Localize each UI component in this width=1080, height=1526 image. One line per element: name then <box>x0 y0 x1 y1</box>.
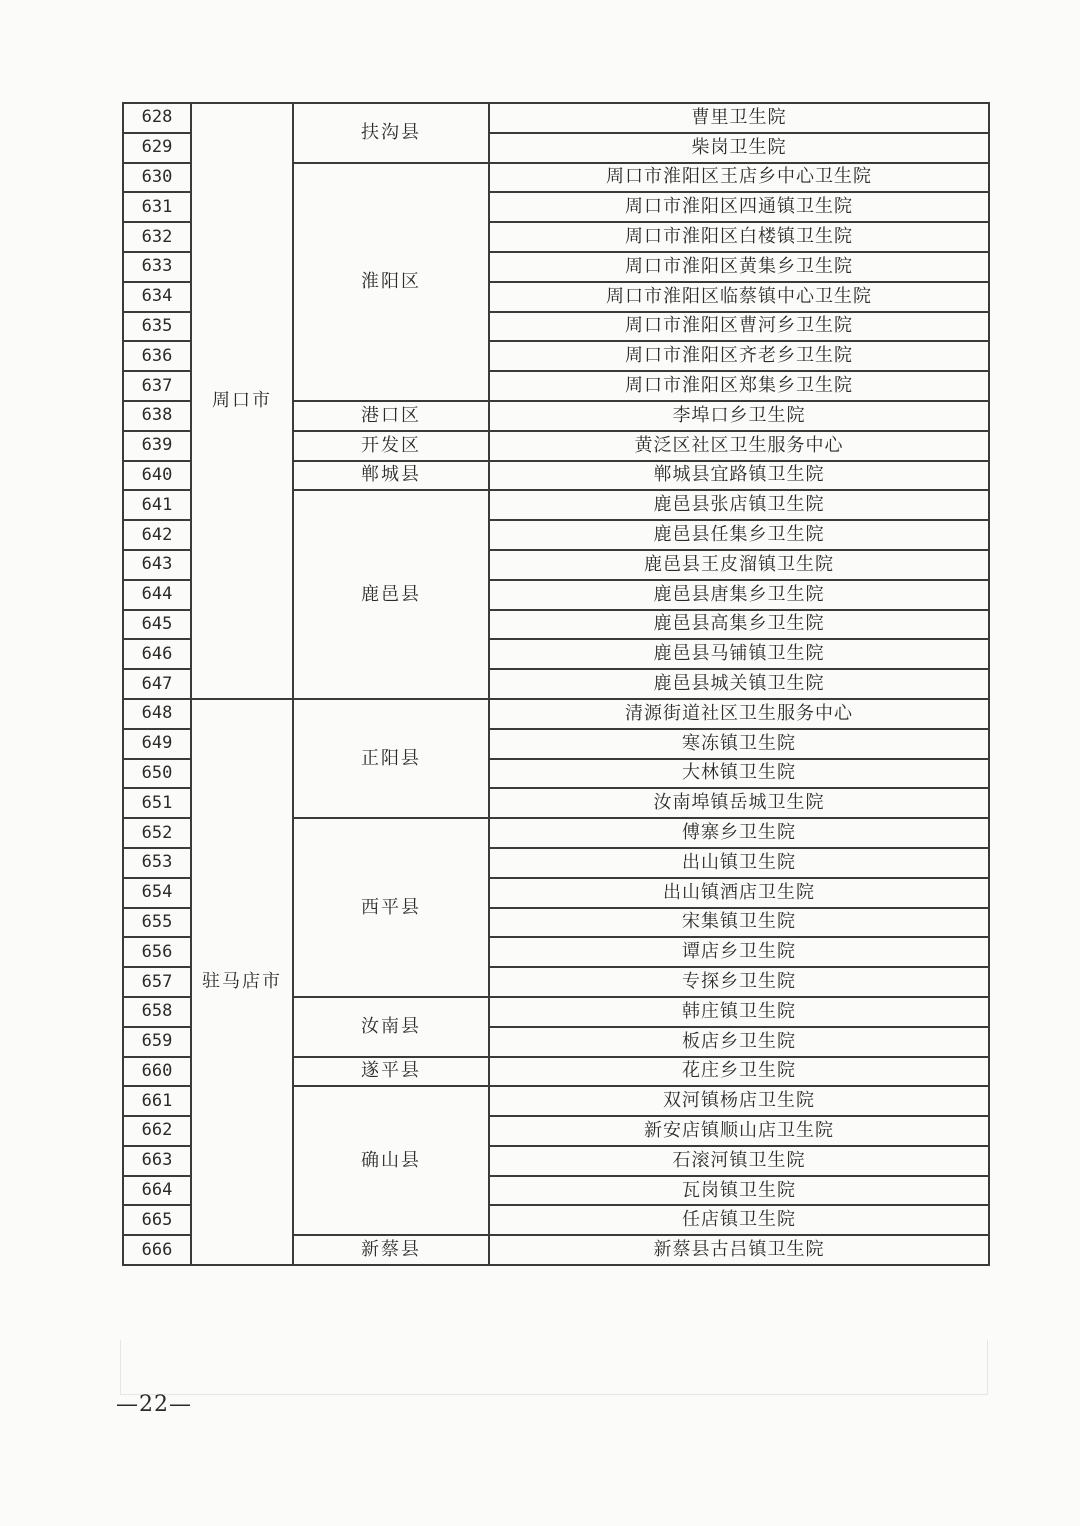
row-number: 628 <box>123 103 191 133</box>
institution-name: 鹿邑县马铺镇卫生院 <box>489 639 989 669</box>
row-number: 658 <box>123 997 191 1027</box>
institution-name: 汝南埠镇岳城卫生院 <box>489 788 989 818</box>
table-row <box>123 699 989 729</box>
row-number: 655 <box>123 908 191 938</box>
bleed-through-lines <box>120 1340 988 1395</box>
county-cell: 郸城县 <box>293 461 489 491</box>
row-number: 631 <box>123 192 191 222</box>
institution-name: 出山镇卫生院 <box>489 848 989 878</box>
row-number: 641 <box>123 490 191 520</box>
row-number: 662 <box>123 1116 191 1146</box>
row-number: 649 <box>123 729 191 759</box>
county-cell: 汝南县 <box>293 997 489 1057</box>
row-number: 665 <box>123 1205 191 1235</box>
institution-name: 谭店乡卫生院 <box>489 937 989 967</box>
institution-name: 清源街道社区卫生服务中心 <box>489 699 989 729</box>
county-cell: 开发区 <box>293 431 489 461</box>
row-number: 664 <box>123 1176 191 1206</box>
institution-name: 石滚河镇卫生院 <box>489 1146 989 1176</box>
institution-name: 周口市淮阳区郑集乡卫生院 <box>489 371 989 401</box>
row-number: 647 <box>123 669 191 699</box>
institution-name: 周口市淮阳区四通镇卫生院 <box>489 192 989 222</box>
row-number: 643 <box>123 550 191 580</box>
county-cell: 遂平县 <box>293 1057 489 1087</box>
row-number: 630 <box>123 163 191 193</box>
institution-name: 双河镇杨店卫生院 <box>489 1086 989 1116</box>
institution-name: 周口市淮阳区白楼镇卫生院 <box>489 222 989 252</box>
row-number: 632 <box>123 222 191 252</box>
institution-name: 郸城县宜路镇卫生院 <box>489 461 989 491</box>
county-cell: 正阳县 <box>293 699 489 818</box>
row-number: 659 <box>123 1027 191 1057</box>
row-number: 653 <box>123 848 191 878</box>
institution-name: 李埠口乡卫生院 <box>489 401 989 431</box>
institution-name: 鹿邑县城关镇卫生院 <box>489 669 989 699</box>
row-number: 634 <box>123 282 191 312</box>
institution-name: 鹿邑县唐集乡卫生院 <box>489 580 989 610</box>
institution-name: 寒冻镇卫生院 <box>489 729 989 759</box>
row-number: 644 <box>123 580 191 610</box>
institution-name: 鹿邑县张店镇卫生院 <box>489 490 989 520</box>
county-cell: 新蔡县 <box>293 1235 489 1265</box>
institution-name: 宋集镇卫生院 <box>489 908 989 938</box>
institution-name: 傅寨乡卫生院 <box>489 818 989 848</box>
row-number: 638 <box>123 401 191 431</box>
institution-name: 鹿邑县任集乡卫生院 <box>489 520 989 550</box>
institution-table <box>122 102 990 1266</box>
row-number: 657 <box>123 967 191 997</box>
row-number: 663 <box>123 1146 191 1176</box>
row-number: 650 <box>123 759 191 789</box>
institution-name: 大林镇卫生院 <box>489 759 989 789</box>
row-number: 654 <box>123 878 191 908</box>
row-number: 666 <box>123 1235 191 1265</box>
row-number: 635 <box>123 312 191 342</box>
county-cell: 确山县 <box>293 1086 489 1235</box>
institution-name: 鹿邑县王皮溜镇卫生院 <box>489 550 989 580</box>
row-number: 648 <box>123 699 191 729</box>
city-cell: 周口市 <box>191 103 293 699</box>
institution-table-body <box>123 103 989 1265</box>
row-number: 645 <box>123 610 191 640</box>
institution-name: 周口市淮阳区齐老乡卫生院 <box>489 341 989 371</box>
institution-name: 板店乡卫生院 <box>489 1027 989 1057</box>
row-number: 656 <box>123 937 191 967</box>
row-number: 637 <box>123 371 191 401</box>
page-number: —22— <box>116 1392 192 1417</box>
row-number: 652 <box>123 818 191 848</box>
county-cell: 鹿邑县 <box>293 490 489 699</box>
city-cell: 驻马店市 <box>191 699 293 1265</box>
institution-name: 出山镇酒店卫生院 <box>489 878 989 908</box>
county-cell: 港口区 <box>293 401 489 431</box>
institution-name: 曹里卫生院 <box>489 103 989 133</box>
table-row <box>123 103 989 133</box>
row-number: 636 <box>123 341 191 371</box>
row-number: 651 <box>123 788 191 818</box>
institution-name: 周口市淮阳区临蔡镇中心卫生院 <box>489 282 989 312</box>
institution-name: 新蔡县古吕镇卫生院 <box>489 1235 989 1265</box>
institution-name: 周口市淮阳区曹河乡卫生院 <box>489 312 989 342</box>
institution-name: 周口市淮阳区黄集乡卫生院 <box>489 252 989 282</box>
institution-name: 新安店镇顺山店卫生院 <box>489 1116 989 1146</box>
institution-name: 韩庄镇卫生院 <box>489 997 989 1027</box>
row-number: 660 <box>123 1057 191 1087</box>
row-number: 629 <box>123 133 191 163</box>
institution-name: 鹿邑县高集乡卫生院 <box>489 610 989 640</box>
county-cell: 淮阳区 <box>293 163 489 401</box>
row-number: 642 <box>123 520 191 550</box>
row-number: 640 <box>123 461 191 491</box>
institution-name: 瓦岗镇卫生院 <box>489 1176 989 1206</box>
county-cell: 西平县 <box>293 818 489 997</box>
row-number: 661 <box>123 1086 191 1116</box>
institution-name: 花庄乡卫生院 <box>489 1057 989 1087</box>
row-number: 639 <box>123 431 191 461</box>
institution-name: 柴岗卫生院 <box>489 133 989 163</box>
institution-name: 周口市淮阳区王店乡中心卫生院 <box>489 163 989 193</box>
institution-name: 任店镇卫生院 <box>489 1205 989 1235</box>
county-cell: 扶沟县 <box>293 103 489 163</box>
institution-name: 黄泛区社区卫生服务中心 <box>489 431 989 461</box>
institution-name: 专探乡卫生院 <box>489 967 989 997</box>
row-number: 633 <box>123 252 191 282</box>
row-number: 646 <box>123 639 191 669</box>
